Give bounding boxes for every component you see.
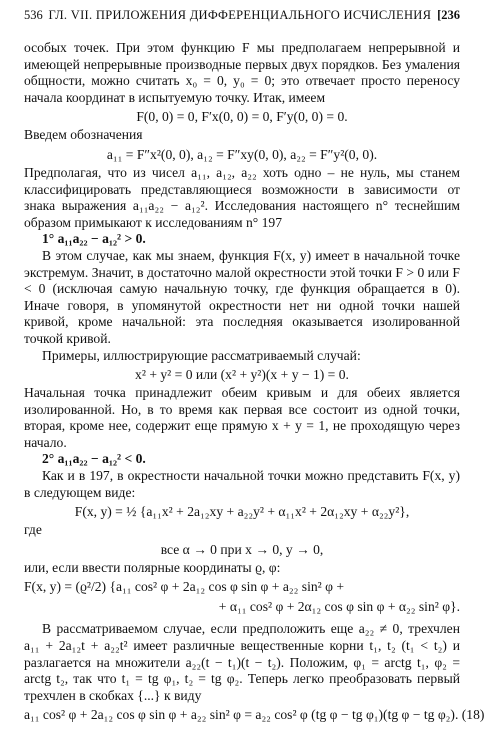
- paragraph-case-1: В этом случае, как мы знаем, функция F(x, y) имеет в начальной точке экстремум. Значит, в достаточно малой окрестности этой точки F > 0 или F < 0 (исключая самую начальную точку, где функция обращается в 0). Иначе говоря, в упомянутой окрестности нет ни одной точки нашей кривой, кроме начальной: эта последняя оказывается изолированной точкой кривой.: [24, 247, 460, 346]
- formula-f-zero: F(0, 0) = 0, F′x(0, 0) = 0, F′y(0, 0) = 0.: [136, 109, 348, 125]
- formula-18: a₁₁ cos² φ + 2a₁₂ cos φ sin φ + a₂₂ sin² φ = a₂₂ cos² φ (tg φ − tg φ₁)(tg φ − tg φ₂). (18): [24, 707, 484, 723]
- paragraph-isolated-point: Начальная точка принадлежит обеим кривым и для обеих является изолированной. Но, в то время как первая все состоит из одной точки, вторая, кроме нее, содержит еще прямую x + y = 1, не проходящую через начало.: [24, 385, 460, 450]
- paragraph-notation: Введем обозначения: [24, 127, 143, 143]
- paragraph-classification: Предполагая, что из чисел a₁₁, a₁₂, a₂₂ хоть одно – не нуль, мы станем классифицировать представляющиеся возможности в зависимости от знака выражения a₁₁a₂₂ − a₁₂². Исследования настоящего n° теснейшим образом примыкают к исследованиям n° 197: [24, 164, 460, 230]
- case-2-heading: 2° a₁₁a₂₂ − a₁₂² < 0.: [42, 451, 146, 467]
- chapter-title: ГЛ. VII. ПРИЛОЖЕНИЯ ДИФФЕРЕНЦИАЛЬНОГО ИСЧИСЛЕНИЯ: [48, 8, 432, 22]
- formula-polar-line-1: F(x, y) = (ϱ²/2) {a₁₁ cos² φ + 2a₁₂ cos φ sin φ + a₂₂ sin² φ +: [24, 579, 345, 595]
- paragraph-intro: особых точек. При этом функцию F мы предполагаем непрерывной и имеющей непрерывные производные первых двух порядков. Без умаления общности, можно считать x₀ = 0, y₀ = 0; это отвечает просто переносу начала координат в испытуемую точку. Итак, имеем: [24, 40, 460, 105]
- paragraph-roots: В рассматриваемом случае, если предположить еще a₂₂ ≠ 0, трехчлен a₁₁ + 2a₁₂t + a₂₂t² имеет различные вещественные корни t₁, t₂ (t₁ < t₂) и разлагается на множители a₂₂(t − t₁)(t − t₂). Положим, φ₁ = arctg t₁, φ₂ = arctg t₂, так что t₁ = tg φ₁, t₂ = tg φ₂. Теперь легко преобразовать первый трехчлен в скобках {...} к виду: [24, 621, 460, 703]
- running-header: [24, 8, 460, 26]
- formula-examples: x² + y² = 0 или (x² + y²)(x + y − 1) = 0.: [135, 367, 349, 383]
- paragraph-polar: или, если ввести полярные координаты ϱ, φ:: [24, 559, 281, 575]
- section-number: [236: [437, 8, 460, 22]
- formula-taylor: F(x, y) = ½ {a₁₁x² + 2a₁₂xy + a₂₂y² + α₁₁x² + 2α₁₂xy + α₂₂y²},: [74, 504, 410, 520]
- formula-coefficients: a₁₁ = F″x²(0, 0), a₁₂ = F″xy(0, 0), a₂₂ = F″y²(0, 0).: [106, 146, 378, 162]
- formula-polar-line-2: + α₁₁ cos² φ + 2α₁₂ cos φ sin φ + α₂₂ sin² φ}.: [218, 599, 460, 615]
- paragraph-case-2: Как и в 197, в окрестности начальной точки можно представить F(x, y) в следующем виде:: [24, 468, 460, 500]
- case-1-heading: 1° a₁₁a₂₂ − a₁₂² > 0.: [42, 231, 146, 247]
- formula-alpha-limit: все α → 0 при x → 0, y → 0,: [160, 541, 324, 557]
- paragraph-examples: Примеры, иллюстрирующие рассматриваемый случай:: [42, 347, 361, 363]
- paragraph-where: где: [24, 522, 42, 538]
- page-number: 536: [24, 8, 43, 22]
